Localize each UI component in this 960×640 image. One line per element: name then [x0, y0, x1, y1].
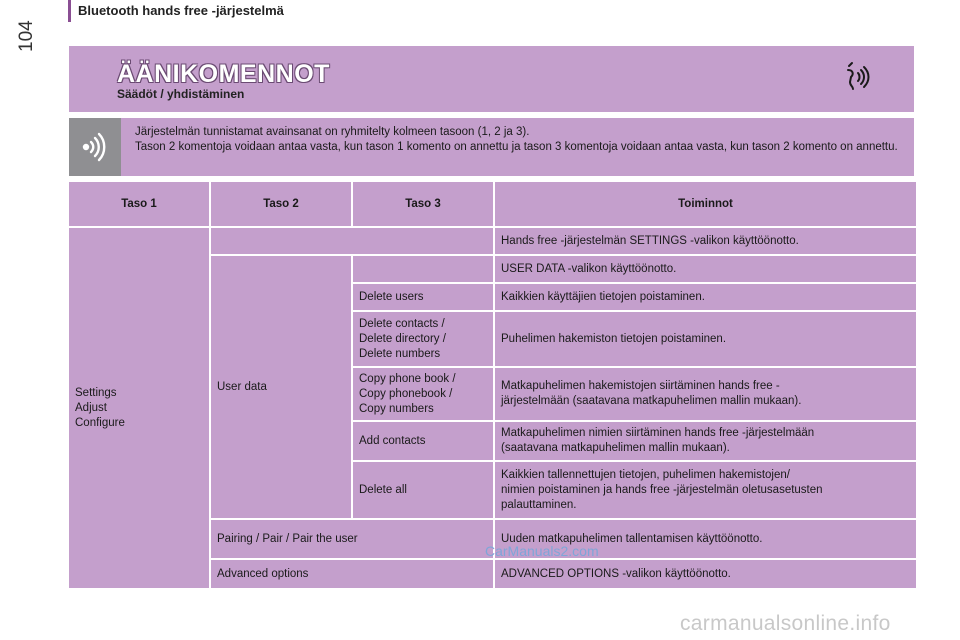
header-level-1: Taso 1	[68, 181, 210, 227]
level3-cell: Copy phone book / Copy phonebook / Copy numbers	[352, 367, 494, 421]
level3-cell: Delete contacts / Delete directory / Delete numbers	[352, 311, 494, 367]
section-title: Bluetooth hands free -järjestelmä	[78, 3, 284, 18]
intro-panel	[69, 118, 914, 176]
intro-text	[135, 125, 905, 155]
header-level-3: Taso 3	[352, 181, 494, 227]
header-actions: Toiminnot	[494, 181, 917, 227]
page-subtitle: Säädöt / yhdistäminen	[117, 87, 245, 101]
header-band	[69, 46, 914, 112]
action-cell: USER DATA -valikon käyttöönotto.	[494, 255, 917, 283]
level2-user-data-cell: User data	[210, 255, 352, 519]
level2-pairing-cell: Pairing / Pair / Pair the user	[210, 519, 494, 559]
empty-cell	[210, 227, 494, 255]
action-cell: Kaikkien käyttäjien tietojen poistaminen.	[494, 283, 917, 311]
intro-line-2: Tason 2 komentoja voidaan antaa vasta, kun tason 1 komento on annettu ja tason 3 komentoja voidaan antaa vasta, kun tason 2 komento on annettu.	[135, 141, 898, 153]
watermark-carmanuals2: CarManuals2.com	[485, 543, 599, 559]
action-cell: Matkapuhelimen nimien siirtäminen hands free -järjestelmään (saatavana matkapuhelimen mallin mukaan).	[494, 421, 917, 461]
header-level-2: Taso 2	[210, 181, 352, 227]
action-cell: Kaikkien tallennettujen tietojen, puhelimen hakemistojen/ nimien poistaminen ja hands free -järjestelmän oletusasetusten palauttaminen.	[494, 461, 917, 519]
level3-cell: Add contacts	[352, 421, 494, 461]
sound-waves-icon	[79, 129, 111, 165]
level3-cell: Delete users	[352, 283, 494, 311]
voice-command-icon	[841, 60, 875, 94]
table-header-row	[68, 181, 917, 227]
level2-advanced-cell: Advanced options	[210, 559, 494, 589]
table-row	[68, 227, 917, 255]
level1-settings-cell: Settings Adjust Configure	[68, 227, 210, 589]
action-cell: Puhelimen hakemiston tietojen poistaminen.	[494, 311, 917, 367]
level3-cell: Delete all	[352, 461, 494, 519]
page-number: 104	[16, 20, 37, 52]
action-cell: Hands free -järjestelmän SETTINGS -valikon käyttöönotto.	[494, 227, 917, 255]
intro-icon-box	[69, 118, 121, 176]
action-cell: ADVANCED OPTIONS -valikon käyttöönotto.	[494, 559, 917, 589]
action-cell: Matkapuhelimen hakemistojen siirtäminen hands free - järjestelmään (saatavana matkapuhelimen mallin mukaan).	[494, 367, 917, 421]
page-title: ÄÄNIKOMENNOT	[117, 60, 330, 88]
intro-line-1: Järjestelmän tunnistamat avainsanat on ryhmitelty kolmeen tasoon (1, 2 ja 3).	[135, 126, 530, 138]
section-accent-bar	[68, 0, 71, 22]
action-cell: Uuden matkapuhelimen tallentamisen käyttöönotto.	[494, 519, 917, 559]
watermark-carmanualsonline: carmanualsonline.info	[680, 612, 891, 635]
empty-cell	[352, 255, 494, 283]
voice-command-table	[67, 180, 918, 590]
